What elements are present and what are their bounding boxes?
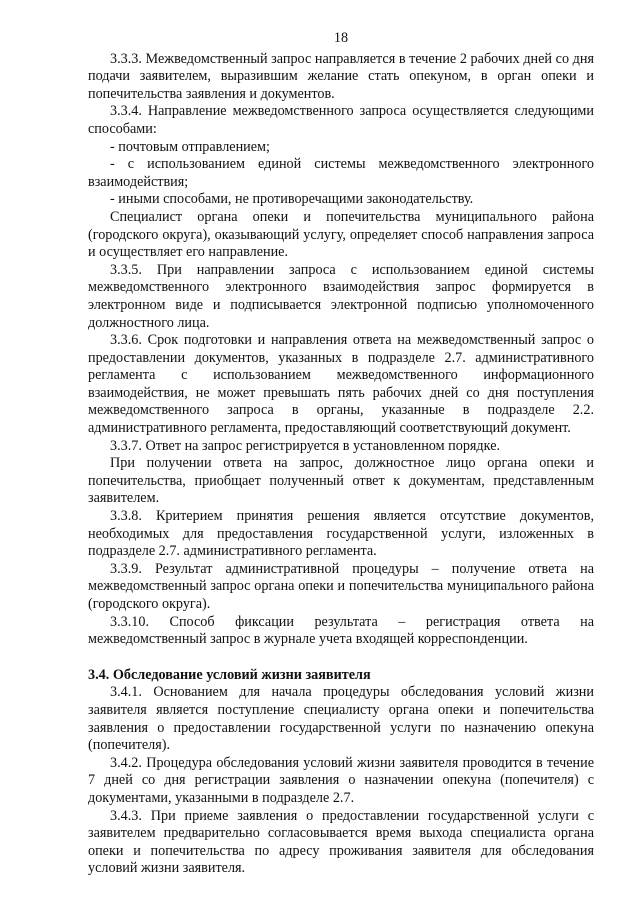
list-item-other: - иными способами, не противоречащими законодательству. [110,191,474,208]
section-title: 3.4. Обследование условий жизни заявителя [88,666,371,683]
paragraph-3-3-9: 3.3.9. Результат административной процедуры – получение ответа на межведомственный запрос органа опеки и попечительства муниципального района (городского округа). [88,560,594,612]
paragraph-3-4-2: 3.4.2. Процедура обследования условий жизни заявителя проводится в течение 7 дней со дня регистрации заявления о назначении опекуна (попечителя) с документами, указанными в подразделе 2.7. [88,754,594,806]
paragraph-3-4-3: 3.4.3. При приеме заявления о предоставлении государственной услуги с заявителем предварительно согласовывается время выхода специалиста органа опеки и попечительства по адресу проживания заявителя для обследования условий жизни заявителя. [88,807,594,877]
document-page [88,30,594,878]
paragraph-specialist: Специалист органа опеки и попечительства муниципального района (городского округа), оказывающий услугу, определяет способ направления запроса и осуществляет его направление. [88,208,594,261]
paragraph-3-3-10: 3.3.10. Способ фиксации результата – регистрация ответа на межведомственный запрос в журнале учета входящей корреспонденции. [88,613,594,648]
page-number: 18 [333,30,349,46]
paragraph-3-3-6: 3.3.6. Срок подготовки и направления ответа на межведомственный запрос о предоставлении документов, указанных в подразделе 2.7. административного регламента с использованием межведомственного информационного взаимодействия, не может превышать пять рабочих дней со дня поступления межведомственного запроса в органы, указанные в подразделе 2.2. административного регламента, предоставляющий соответствующий документ. [88,332,594,437]
paragraph-3-3-3: 3.3.3. Межведомственный запрос направляется в течение 2 рабочих дней со дня подачи заявителем, выразившим желание стать опекуном, в орган опеки и попечительства заявления и документов. [88,50,594,102]
paragraph-3-3-8: 3.3.8. Критерием принятия решения является отсутствие документов, необходимых для предоставления государственной услуги, изложенных в подразделе 2.7. административного регламента. [88,508,594,560]
paragraph-3-4-1: 3.4.1. Основанием для начала процедуры обследования условий жизни заявителя является поступление специалисту органа опеки и попечительства заявления о предоставлении государственной услуги по назначению опекуна (попечителя). [88,684,594,754]
list-item-post: - почтовым отправлением; [110,138,270,155]
paragraph-3-3-5: 3.3.5. При направлении запроса с использованием единой системы межведомственного электронного взаимодействия запрос формируется в электронном виде и подписывается электронной подписью уполномоченного должностного лица. [88,261,594,331]
paragraph-response: При получении ответа на запрос, должностное лицо органа опеки и попечительства, приобщает полученный ответ к документам, представленным заявителем. [88,455,594,507]
list-item-electronic: - с использованием единой системы межведомственного электронного взаимодействия; [88,156,594,190]
paragraph-3-3-4: 3.3.4. Направление межведомственного запроса осуществляется следующими способами: [88,103,594,137]
paragraph-3-3-7: 3.3.7. Ответ на запрос регистрируется в установленном порядке. [110,437,501,454]
